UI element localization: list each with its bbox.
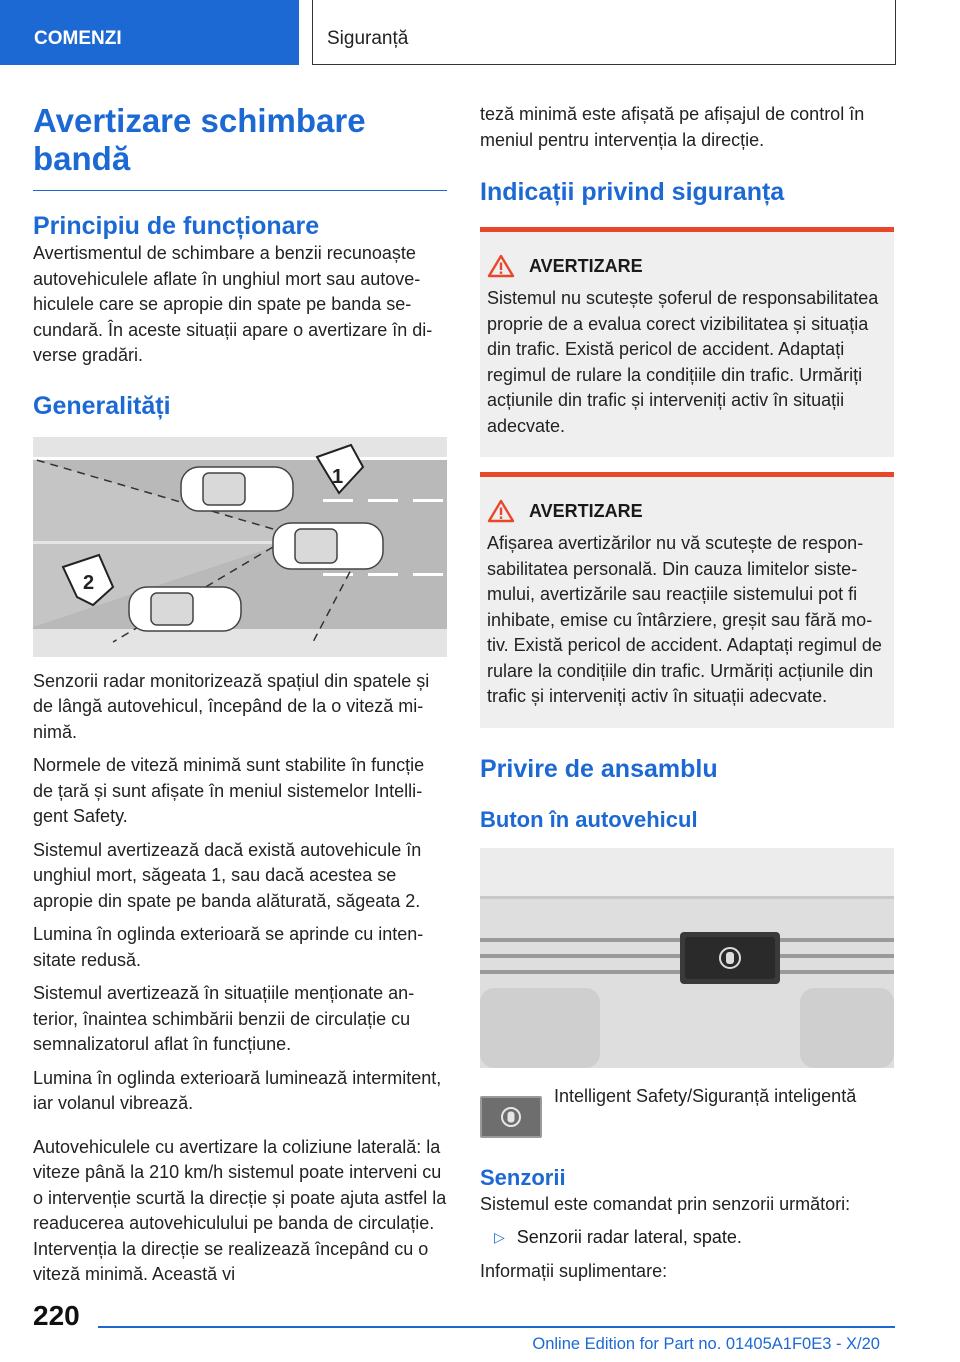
page-number: 220: [33, 1300, 80, 1331]
footer-edition: Online Edition for Part no. 01405A1F0E3 - X/20: [532, 1335, 880, 1353]
lane-diagram-illustration: [33, 437, 447, 657]
more-info-text: Informații suplimentare:: [480, 1260, 668, 1281]
heading-safety: Indicații privind siguranța: [480, 178, 785, 206]
left-column: [33, 102, 447, 1288]
paragraph: Sistemul avertizează în situațiile menționate anterior, înaintea schimbării benzii de circulație cu semnalizatorul aflat în funcțiune.: [33, 983, 415, 1054]
svg-text:1: 1: [332, 465, 344, 488]
heading-general: Generalități: [33, 391, 171, 420]
button-legend: [480, 1084, 894, 1138]
warning-triangle-icon: [487, 499, 515, 523]
section-title: Siguranță: [312, 0, 896, 65]
button-caption: Intelligent Safety/Siguranță inteligentă: [554, 1085, 857, 1106]
dashboard-photo: [480, 848, 894, 1068]
warning-text: Sistemul nu scutește șoferul de responsabilitatea proprie de a evalua corect vizibilitatea și situația din trafic. Există pericol de accident. Adaptați regimul de rulare la condițiile din trafic. Urmăriți acțiunile din trafic și interveniți activ în situații adecvate.: [487, 288, 879, 436]
paragraph: Normele de viteză minimă sunt stabilite în funcție de țară și sunt afișate în meniul sistemelor Intelligent Safety.: [33, 755, 425, 826]
warning-box: [480, 472, 894, 728]
paragraph: Lumina în oglinda exterioară se aprinde cu intensitate redusă.: [33, 924, 424, 970]
intelligent-safety-icon: [499, 1105, 523, 1129]
right-column: [480, 102, 894, 1284]
warning-label: AVERTIZARE: [529, 255, 643, 276]
dashboard-illustration: [480, 848, 894, 1068]
paragraph: Lumina în oglinda exterioară luminează intermitent, iar volanul vibrează.: [33, 1067, 442, 1113]
warning-label: AVERTIZARE: [529, 500, 643, 521]
footer-divider: [98, 1326, 895, 1328]
intelligent-safety-button[interactable]: [480, 1096, 542, 1138]
paragraph: Sistemul avertizează dacă există autovehicule în unghiul mort, săgeata 1, sau dacă acestea se apropie din spate pe banda alăturată, săgeata 2.: [33, 839, 422, 911]
list-item: ▷ Senzorii radar lateral, spate.: [480, 1225, 894, 1251]
warning-triangle-icon: [487, 254, 515, 278]
warning-box: [480, 227, 894, 457]
lane-diagram: [33, 437, 447, 657]
svg-text:2: 2: [83, 571, 95, 594]
heading-principle: Principiu de funcționare: [33, 212, 320, 240]
bullet-triangle-icon: ▷: [494, 1229, 505, 1245]
warning-text: Afișarea avertizărilor nu vă scutește de responsabilitatea personală. Din cauza limitelor sistemului, avertizările sau reacțiile sistemului pot fi inhibate, emise cu întârziere, greșit sau fără motiv. Există pericol de accident. Adaptați regimul de rulare la condițiile din trafic. Urmăriți acțiunile din trafic și interveniți activ în situații adecvate.: [487, 533, 882, 706]
paragraph: Autovehiculele cu avertizare la coliziune laterală: la viteze până la 210 km/h sistemul poate interveni cu o intervenție scurtă la direcție și poate ajuta astfel la readucerea autovehiculului pe banda de circulație. Intervenția la direcție se realizează începând cu o viteză minimă. Această vi: [33, 1136, 447, 1284]
heading-sensors: Senzorii: [480, 1164, 566, 1190]
heading-button: Buton în autovehicul: [480, 806, 698, 832]
paragraph: teză minimă este afișată pe afișajul de control în meniul pentru intervenția la direcție.: [480, 104, 865, 150]
paragraph: Senzorii radar monitorizează spațiul din spatele și de lângă autovehicul, începând de la o viteză minimă.: [33, 670, 430, 742]
heading-overview: Privire de ansamblu: [480, 754, 718, 783]
sensors-text: Sistemul este comandat prin senzorii următori:: [480, 1193, 851, 1214]
chapter-tab[interactable]: COMENZI: [0, 0, 299, 65]
principle-text: Avertismentul de schimbare a benzii recunoaște autovehiculele aflate în unghiul mort sau autovehiculele care se apropie din spate pe banda secundară. În aceste situații apare o avertizare în diverse gradări.: [33, 243, 433, 365]
page-title: Avertizare schimbare bandă: [33, 102, 447, 191]
